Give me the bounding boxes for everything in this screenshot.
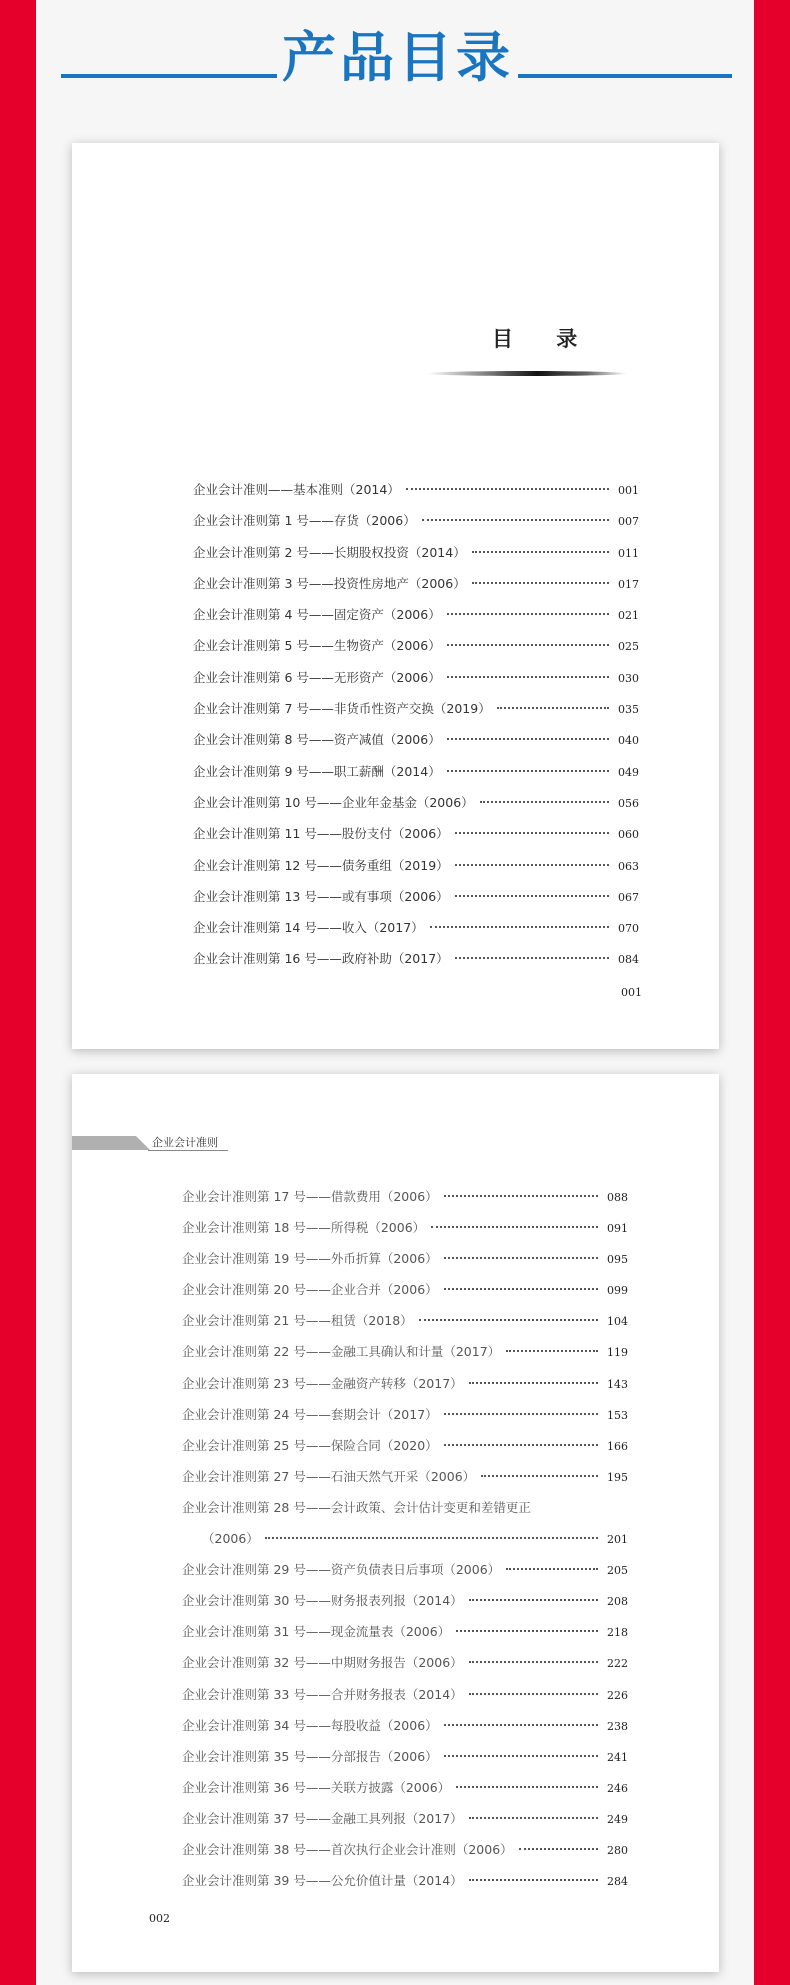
toc-entry-page: 246 [607, 1781, 628, 1795]
toc-leader-dots [406, 488, 609, 490]
toc-entry-title: 企业会计准则第 9 号——职工薪酬（2014） [193, 763, 441, 779]
toc-entry [193, 756, 639, 787]
toc-heading: 目 录 [492, 326, 596, 351]
toc-entry-page: 153 [607, 1408, 628, 1422]
toc-entry [193, 505, 639, 536]
toc-entry-title: 企业会计准则第 30 号——财务报表列报（2014） [182, 1593, 463, 1609]
book-page-1 [72, 143, 719, 1049]
toc-leader-dots [419, 1319, 598, 1321]
toc-entry-title: 企业会计准则第 27 号——石油天然气开采（2006） [182, 1468, 476, 1484]
toc-entry-title: 企业会计准则第 21 号——租赁（2018） [182, 1313, 413, 1329]
toc-entry-page: 143 [607, 1377, 628, 1391]
toc-entry-title: 企业会计准则第 22 号——金融工具确认和计量（2017） [182, 1344, 501, 1360]
toc-entry-title: 企业会计准则第 20 号——企业合并（2006） [182, 1282, 438, 1298]
toc-leader-dots [497, 707, 609, 709]
toc-entry [193, 599, 639, 630]
toc-entry-page: 091 [607, 1222, 628, 1236]
toc-entry [182, 1492, 628, 1523]
running-head-underline [148, 1150, 228, 1151]
toc-entry-page: 280 [607, 1843, 628, 1857]
toc-entry-title: 企业会计准则第 11 号——股份支付（2006） [193, 826, 449, 842]
toc-entry-title: 企业会计准则第 12 号——债务重组（2019） [193, 857, 449, 873]
toc-entry-page: 195 [607, 1470, 628, 1484]
toc-entry [182, 1181, 628, 1212]
toc-leader-dots [469, 1661, 598, 1663]
toc-entry-page: 060 [618, 828, 639, 842]
toc-entry-title: 企业会计准则第 6 号——无形资产（2006） [193, 669, 441, 685]
toc-leader-dots [456, 1786, 598, 1788]
toc-entry-page: 208 [607, 1595, 628, 1609]
toc-entry-title: 企业会计准则第 4 号——固定资产（2006） [193, 607, 441, 623]
toc-entry-page: 035 [618, 703, 639, 717]
toc-entry-page: 049 [618, 765, 639, 779]
toc-leader-dots [265, 1537, 598, 1539]
toc-entry [193, 850, 639, 881]
toc-leader-dots [447, 738, 609, 740]
toc-entry [182, 1243, 628, 1274]
toc-entry-title: 企业会计准则第 28 号——会计政策、会计估计变更和差错更正 [182, 1499, 531, 1515]
toc-entry-page: 249 [607, 1812, 628, 1826]
toc-entry-page: 226 [607, 1688, 628, 1702]
toc-entry-page: 007 [618, 515, 639, 529]
toc-entry-page: 241 [607, 1750, 628, 1764]
toc-list [193, 474, 639, 975]
toc-entry-title: 企业会计准则第 8 号——资产减值（2006） [193, 732, 441, 748]
toc-leader-dots [444, 1257, 598, 1259]
toc-entry [182, 1399, 628, 1430]
toc-entry-page: 067 [618, 890, 639, 904]
page-number: 002 [149, 1912, 170, 1925]
toc-leader-dots [455, 864, 609, 866]
toc-entry-page: 025 [618, 640, 639, 654]
toc-entry [193, 537, 639, 568]
toc-entry-title: 企业会计准则第 36 号——关联方披露（2006） [182, 1779, 451, 1795]
toc-entry-page: 070 [618, 922, 639, 936]
toc-entry [182, 1772, 628, 1803]
toc-entry [182, 1554, 628, 1585]
toc-entry-page: 218 [607, 1626, 628, 1640]
toc-entry-page: 088 [607, 1191, 628, 1204]
toc-entry [182, 1647, 628, 1678]
toc-entry-title: （2006） [202, 1531, 259, 1547]
toc-leader-dots [469, 1817, 598, 1819]
toc-entry [182, 1679, 628, 1710]
running-head [72, 1136, 232, 1150]
toc-entry [182, 1368, 628, 1399]
header-rule-left [61, 74, 277, 78]
toc-entry-title: 企业会计准则第 16 号——政府补助（2017） [193, 951, 449, 967]
toc-entry-title: 企业会计准则第 17 号——借款费用（2006） [182, 1189, 438, 1204]
toc-entry-title: 企业会计准则第 33 号——合并财务报表（2014） [182, 1686, 463, 1702]
toc-leader-dots [469, 1693, 598, 1695]
toc-entry-title: 企业会计准则第 10 号——企业年金基金（2006） [193, 794, 474, 810]
toc-entry-title: 企业会计准则第 32 号——中期财务报告（2006） [182, 1655, 463, 1671]
toc-entry [193, 662, 639, 693]
toc-entry-title: 企业会计准则第 25 号——保险合同（2020） [182, 1437, 438, 1453]
toc-entry-title: 企业会计准则第 13 号——或有事项（2006） [193, 888, 449, 904]
toc-entry [182, 1710, 628, 1741]
toc-leader-dots [447, 613, 609, 615]
toc-entry [193, 818, 639, 849]
toc-entry [193, 724, 639, 755]
toc-entry [182, 1274, 628, 1305]
toc-entry-page: 040 [618, 734, 639, 748]
page-number: 001 [621, 986, 642, 999]
toc-entry [193, 693, 639, 724]
toc-entry-page: 099 [607, 1284, 628, 1298]
toc-leader-dots [469, 1879, 598, 1881]
toc-entry-title: 企业会计准则第 14 号——收入（2017） [193, 920, 424, 936]
toc-entry-title: 企业会计准则第 19 号——外币折算（2006） [182, 1251, 438, 1267]
toc-entry [182, 1336, 628, 1367]
toc-leader-dots [455, 895, 609, 897]
toc-entry-title: 企业会计准则第 5 号——生物资产（2006） [193, 638, 441, 654]
toc-entry-title: 企业会计准则第 35 号——分部报告（2006） [182, 1748, 438, 1764]
toc-leader-dots [444, 1724, 598, 1726]
toc-entry-title: 企业会计准则——基本准则（2014） [193, 482, 400, 497]
toc-entry-title: 企业会计准则第 24 号——套期会计（2017） [182, 1406, 438, 1422]
toc-entry-page: 201 [607, 1533, 628, 1547]
toc-entry-page: 017 [618, 577, 639, 591]
toc-entry-page: 238 [607, 1719, 628, 1733]
toc-entry [182, 1461, 628, 1492]
toc-leader-dots [431, 1226, 598, 1228]
toc-leader-dots [469, 1382, 598, 1384]
toc-leader-dots [444, 1755, 598, 1757]
toc-entry-title: 企业会计准则第 3 号——投资性房地产（2006） [193, 575, 466, 591]
toc-entry-title: 企业会计准则第 2 号——长期股权投资（2014） [193, 544, 466, 560]
toc-entry-page: 011 [618, 546, 639, 560]
toc-entry [193, 912, 639, 943]
toc-heading-underline [427, 371, 627, 376]
toc-entry [182, 1585, 628, 1616]
catalog-header [36, 0, 754, 120]
toc-entry-title: 企业会计准则第 37 号——金融工具列报（2017） [182, 1810, 463, 1826]
toc-entry-page: 095 [607, 1253, 628, 1267]
toc-entry [182, 1834, 628, 1865]
toc-entry-page: 063 [618, 859, 639, 873]
toc-entry-page: 205 [607, 1564, 628, 1578]
toc-entry-title: 企业会计准则第 38 号——首次执行企业会计准则（2006） [182, 1841, 513, 1857]
toc-entry [182, 1616, 628, 1647]
book-page-2 [72, 1074, 719, 1972]
running-head-bar [72, 1136, 150, 1150]
toc-leader-dots [480, 801, 609, 803]
toc-entry [193, 630, 639, 661]
header-rule-right [518, 74, 732, 78]
toc-entry [193, 787, 639, 818]
toc-leader-dots [444, 1413, 598, 1415]
toc-leader-dots [455, 957, 609, 959]
toc-leader-dots [455, 832, 609, 834]
toc-leader-dots [447, 676, 609, 678]
toc-leader-dots [481, 1475, 598, 1477]
toc-entry-title: 企业会计准则第 31 号——现金流量表（2006） [182, 1624, 451, 1640]
toc-entry-page: 166 [607, 1439, 628, 1453]
toc-leader-dots [422, 519, 609, 521]
toc-leader-dots [519, 1848, 598, 1850]
catalog-title: 产品目录 [282, 25, 514, 89]
toc-leader-dots [506, 1350, 598, 1352]
toc-leader-dots [430, 926, 609, 928]
toc-entry-title: 企业会计准则第 39 号——公允价值计量（2014） [182, 1873, 463, 1889]
toc-leader-dots [472, 582, 609, 584]
toc-entry-page: 056 [618, 796, 639, 810]
toc-entry [182, 1212, 628, 1243]
toc-leader-dots [456, 1630, 598, 1632]
toc-list [182, 1181, 628, 1896]
toc-leader-dots [444, 1195, 598, 1197]
toc-entry [193, 568, 639, 599]
toc-entry-title: 企业会计准则第 1 号——存货（2006） [193, 513, 416, 529]
toc-entry-title: 企业会计准则第 7 号——非货币性资产交换（2019） [193, 701, 491, 717]
toc-entry [182, 1741, 628, 1772]
toc-entry-title: 企业会计准则第 23 号——金融资产转移（2017） [182, 1375, 463, 1391]
toc-entry-page: 119 [607, 1346, 628, 1360]
toc-entry-title: 企业会计准则第 18 号——所得税（2006） [182, 1220, 426, 1236]
toc-entry [182, 1305, 628, 1336]
toc-entry-page: 030 [618, 671, 639, 685]
content-background [36, 0, 754, 1985]
toc-leader-dots [447, 770, 609, 772]
toc-entry-page: 021 [618, 609, 639, 623]
running-head-text: 企业会计准则 [152, 1136, 218, 1149]
toc-entry-title: 企业会计准则第 29 号——资产负债表日后事项（2006） [182, 1562, 501, 1578]
toc-entry [182, 1523, 628, 1554]
toc-entry-page: 084 [618, 953, 639, 967]
toc-leader-dots [444, 1288, 598, 1290]
toc-entry-title: 企业会计准则第 34 号——每股收益（2006） [182, 1717, 438, 1733]
toc-entry [193, 881, 639, 912]
toc-entry [193, 474, 639, 505]
toc-leader-dots [472, 551, 609, 553]
toc-entry [182, 1430, 628, 1461]
toc-entry-page: 222 [607, 1657, 628, 1671]
toc-leader-dots [444, 1444, 598, 1446]
toc-entry [182, 1803, 628, 1834]
toc-leader-dots [469, 1599, 598, 1601]
toc-entry-page: 001 [618, 484, 639, 497]
toc-entry [193, 943, 639, 974]
toc-entry-page: 284 [607, 1875, 628, 1889]
toc-entry [182, 1865, 628, 1896]
toc-entry-page: 104 [607, 1315, 628, 1329]
toc-leader-dots [447, 644, 609, 646]
toc-leader-dots [506, 1568, 598, 1570]
